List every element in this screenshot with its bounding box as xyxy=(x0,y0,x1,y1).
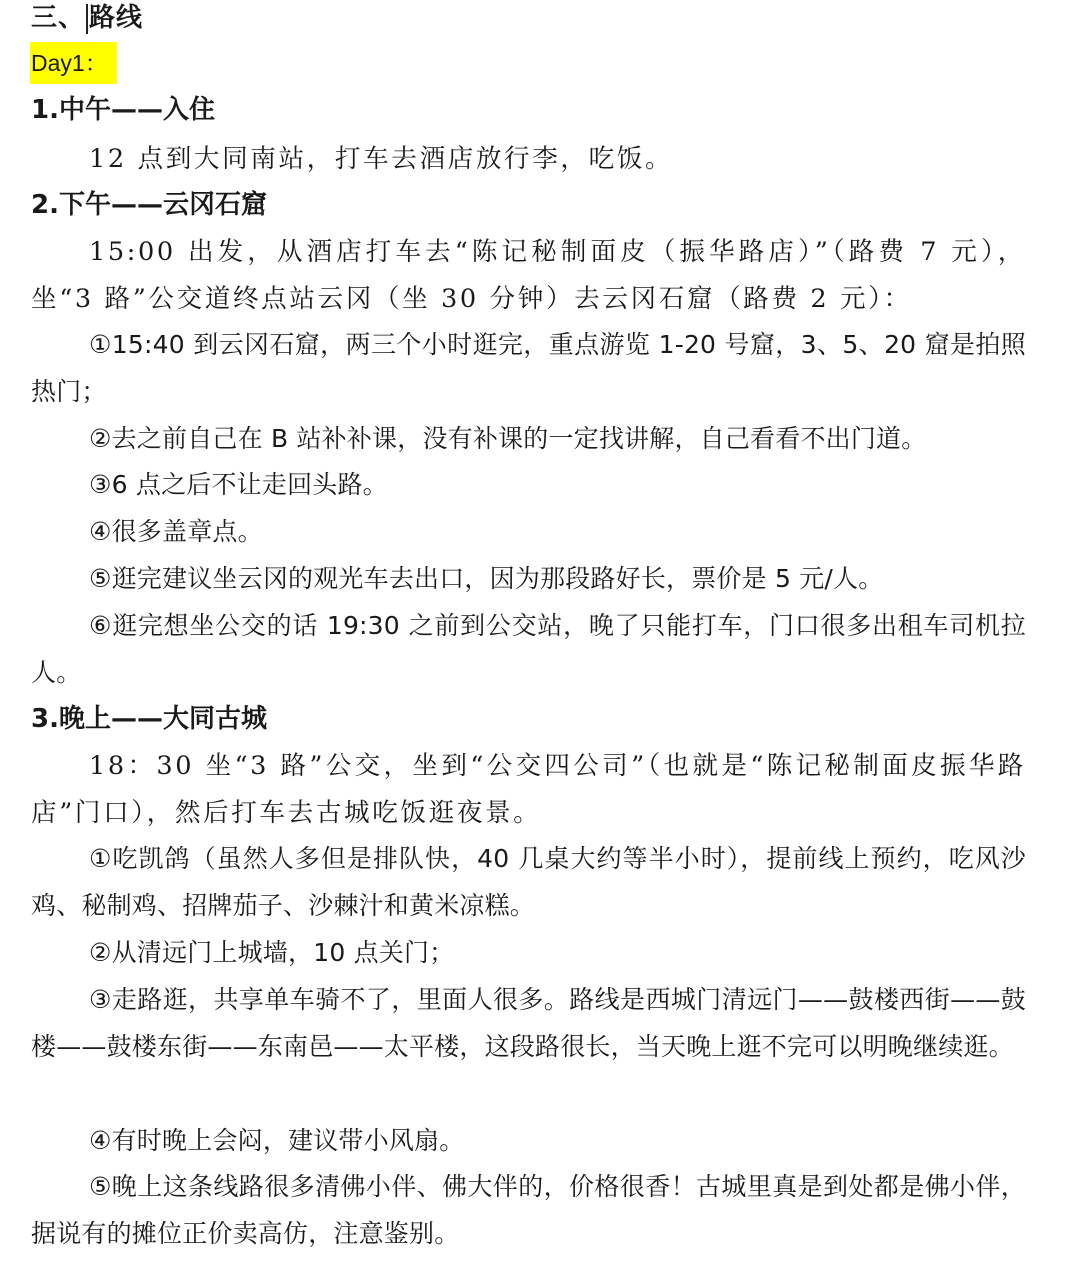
tip-afternoon-1: ①15:40 到云冈石窟，两三个小时逛完，重点游览 1-20 号窟，3、5、20 窟是拍照热门； xyxy=(31,330,1026,406)
segment-body-noon: 12 点到大同南站，打车去酒店放行李，吃饭。 xyxy=(89,144,674,174)
tip-afternoon-2: ②去之前自己在 B 站补补课，没有补课的一定找讲解，自己看看不出门道。 xyxy=(89,424,927,453)
tip-evening-2: ②从清远门上城墙，10 点关门； xyxy=(89,938,455,967)
tip-afternoon-5: ⑤逛完建议坐云冈的观光车去出口，因为那段路好长，票价是 5 元/人。 xyxy=(89,564,884,593)
tip-evening-3: ③走路逛，共享单车骑不了，里面人很多。路线是西城门清远门——鼓楼西街——鼓楼——鼓楼东街——东南邑——太平楼，这段路很长，当天晚上逛不完可以明晚继续逛。 xyxy=(31,985,1026,1061)
segment-heading-noon: 1.中午——入住 xyxy=(31,95,215,125)
tip-evening-5: ⑤晚上这条线路很多清佛小伴、佛大伴的，价格很香！古城里真是到处都是佛小伴，据说有的摊位正价卖高仿，注意鉴别。 xyxy=(31,1172,1026,1248)
section-title xyxy=(31,0,143,36)
section-number: 三、 xyxy=(31,3,86,33)
segment-body-afternoon: 15:00 出发，从酒店打车去“陈记秘制面皮（振华路店）”（路费 7 元），坐“3 路”公交道终点站云冈（坐 30 分钟）去云冈石窟（路费 2 元）： xyxy=(31,237,1026,314)
tip-afternoon-4: ④很多盖章点。 xyxy=(89,517,263,546)
tip-afternoon-6: ⑥逛完想坐公交的话 19:30 之前到公交站，晚了只能打车，门口很多出租车司机拉人。 xyxy=(31,611,1026,687)
tip-evening-4: ④有时晚上会闷，建议带小风扇。 xyxy=(89,1126,465,1155)
segment-heading-evening: 3.晚上——大同古城 xyxy=(31,704,267,734)
text-cursor xyxy=(86,4,88,34)
tip-afternoon-3: ③6 点之后不让走回头路。 xyxy=(89,470,388,499)
tip-evening-1: ①吃凯鸽（虽然人多但是排队快，40 几桌大约等半小时），提前线上预约，吃风沙鸡、秘制鸡、招牌茄子、沙棘汁和黄米凉糕。 xyxy=(31,844,1026,920)
segment-heading-afternoon: 2.下午——云冈石窟 xyxy=(31,190,267,220)
day-label-highlight: Day1： xyxy=(30,42,117,84)
section-title-text: 路线 xyxy=(89,3,144,33)
segment-body-evening: 18：30 坐“3 路”公交，坐到“公交四公司”（也就是“陈记秘制面皮振华路店”门口），然后打车去古城吃饭逛夜景。 xyxy=(31,751,1026,828)
